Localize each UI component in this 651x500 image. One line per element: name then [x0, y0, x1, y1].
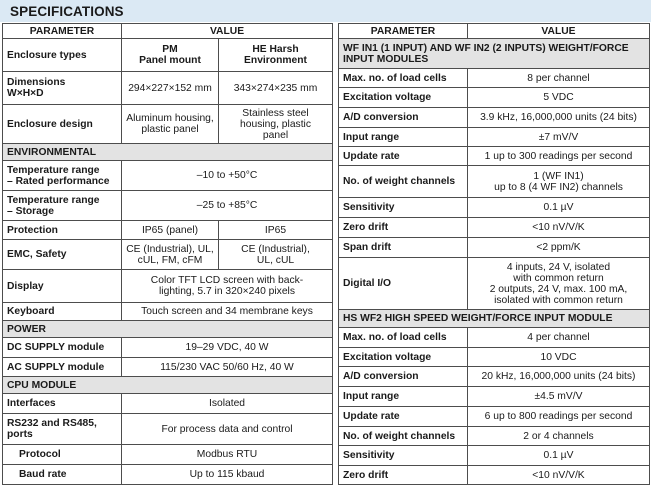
dc-supply-value: 19–29 VDC, 40 W: [122, 338, 333, 358]
enclosure-types-label: Enclosure types: [3, 39, 122, 72]
table-row: [3, 161, 333, 191]
pm-enclosure-design: Aluminum housing, plastic panel: [122, 105, 219, 144]
parameter-header: PARAMETER: [3, 24, 122, 39]
table-row: [3, 338, 333, 358]
table-row: [3, 414, 333, 445]
hs-sensitivity-value: 0.1 µV: [468, 446, 650, 466]
table-row: [339, 387, 650, 407]
table-row: [339, 88, 650, 108]
protection-label: Protection: [3, 221, 122, 240]
table-row: [3, 465, 333, 485]
interfaces-label: Interfaces: [3, 394, 122, 414]
hs-ad-conversion-value: 20 kHz, 16,000,000 units (24 bits): [468, 367, 650, 387]
table-row: [339, 69, 650, 88]
table-row: [339, 218, 650, 238]
right-spec-table: [338, 23, 650, 485]
table-row: [339, 446, 650, 466]
table-row: [3, 445, 333, 465]
table-row: [3, 191, 333, 221]
hs-excitation-voltage-label: Excitation voltage: [339, 348, 468, 367]
table-row: [339, 407, 650, 427]
dc-supply-label: DC SUPPLY module: [3, 338, 122, 358]
dimensions-label: Dimensions W×H×D: [3, 72, 122, 105]
table-row: [339, 258, 650, 310]
baud-rate-value: Up to 115 kbaud: [122, 465, 333, 485]
wf-in-modules-section: WF IN1 (1 INPUT) AND WF IN2 (2 INPUTS) WEIGHT/FORCE INPUT MODULES: [339, 39, 650, 69]
wf-max-load-cells-label: Max. no. of load cells: [339, 69, 468, 88]
display-label: Display: [3, 270, 122, 303]
pm-panel-mount-header: PM Panel mount: [122, 39, 219, 72]
rs232-rs485-label: RS232 and RS485, ports: [3, 414, 122, 445]
hs-update-rate-label: Update rate: [339, 407, 468, 427]
display-value: Color TFT LCD screen with back- lighting, 5.7 in 320×240 pixels: [122, 270, 333, 303]
hs-input-range-label: Input range: [339, 387, 468, 407]
pm-emc-safety: CE (Industrial), UL, cUL, FM, cFM: [122, 240, 219, 270]
temp-rated-label: Temperature range – Rated performance: [3, 161, 122, 191]
table-row: [339, 147, 650, 166]
wf-sensitivity-value: 0.1 µV: [468, 198, 650, 218]
wf-update-rate-value: 1 up to 300 readings per second: [468, 147, 650, 166]
wf-digital-io-label: Digital I/O: [339, 258, 468, 310]
table-row: [3, 105, 333, 144]
interfaces-value: Isolated: [122, 394, 333, 414]
table-row: [339, 328, 650, 348]
wf-weight-channels-value: 1 (WF IN1) up to 8 (4 WF IN2) channels: [468, 166, 650, 198]
table-row: [339, 427, 650, 446]
he-dimensions: 343×274×235 mm: [219, 72, 333, 105]
table-row: [3, 221, 333, 240]
wf-sensitivity-label: Sensitivity: [339, 198, 468, 218]
table-row: [3, 358, 333, 377]
baud-rate-label: Baud rate: [3, 465, 122, 485]
section-header-row: [3, 321, 333, 338]
table-row: [339, 198, 650, 218]
wf-excitation-voltage-label: Excitation voltage: [339, 88, 468, 108]
he-protection: IP65: [219, 221, 333, 240]
hs-update-rate-value: 6 up to 800 readings per second: [468, 407, 650, 427]
hs-input-range-value: ±4.5 mV/V: [468, 387, 650, 407]
hs-max-load-cells-value: 4 per channel: [468, 328, 650, 348]
enclosure-design-label: Enclosure design: [3, 105, 122, 144]
hs-max-load-cells-label: Max. no. of load cells: [339, 328, 468, 348]
table-row: [3, 240, 333, 270]
pm-protection: IP65 (panel): [122, 221, 219, 240]
table-header-row: [3, 24, 333, 39]
table-row: [3, 39, 333, 72]
specifications-banner: [0, 0, 651, 22]
rs232-rs485-value: For process data and control: [122, 414, 333, 445]
page-title: SPECIFICATIONS: [10, 4, 124, 19]
protocol-value: Modbus RTU: [122, 445, 333, 465]
section-header-row: [3, 144, 333, 161]
value-header: VALUE: [468, 24, 650, 39]
wf-zero-drift-value: <10 nV/V/K: [468, 218, 650, 238]
keyboard-value: Touch screen and 34 membrane keys: [122, 303, 333, 321]
table-row: [339, 166, 650, 198]
wf-max-load-cells-value: 8 per channel: [468, 69, 650, 88]
section-header-row: [339, 310, 650, 328]
cpu-module-section: CPU MODULE: [3, 377, 333, 394]
section-header-row: [339, 39, 650, 69]
wf-span-drift-label: Span drift: [339, 238, 468, 258]
ac-supply-label: AC SUPPLY module: [3, 358, 122, 377]
temp-storage-label: Temperature range – Storage: [3, 191, 122, 221]
hs-zero-drift-label: Zero drift: [339, 466, 468, 485]
table-row: [339, 367, 650, 387]
protocol-label: Protocol: [3, 445, 122, 465]
pm-dimensions: 294×227×152 mm: [122, 72, 219, 105]
wf-digital-io-value: 4 inputs, 24 V, isolated with common return 2 outputs, 24 V, max. 100 mA, isolated with common return: [468, 258, 650, 310]
hs-weight-channels-value: 2 or 4 channels: [468, 427, 650, 446]
hs-wf2-module-section: HS WF2 HIGH SPEED WEIGHT/FORCE INPUT MODULE: [339, 310, 650, 328]
ac-supply-value: 115/230 VAC 50/60 Hz, 40 W: [122, 358, 333, 377]
left-spec-table: [2, 23, 333, 485]
table-row: [3, 72, 333, 105]
wf-input-range-value: ±7 mV/V: [468, 128, 650, 147]
temp-rated-value: –10 to +50°C: [122, 161, 333, 191]
power-section: POWER: [3, 321, 333, 338]
he-enclosure-design: Stainless steel housing, plastic panel: [219, 105, 333, 144]
hs-sensitivity-label: Sensitivity: [339, 446, 468, 466]
emc-safety-label: EMC, Safety: [3, 240, 122, 270]
hs-ad-conversion-label: A/D conversion: [339, 367, 468, 387]
wf-span-drift-value: <2 ppm/K: [468, 238, 650, 258]
keyboard-label: Keyboard: [3, 303, 122, 321]
wf-weight-channels-label: No. of weight channels: [339, 166, 468, 198]
wf-ad-conversion-label: A/D conversion: [339, 108, 468, 128]
environmental-section: ENVIRONMENTAL: [3, 144, 333, 161]
table-row: [3, 270, 333, 303]
he-emc-safety: CE (Industrial), UL, cUL: [219, 240, 333, 270]
temp-storage-value: –25 to +85°C: [122, 191, 333, 221]
table-header-row: [339, 24, 650, 39]
hs-weight-channels-label: No. of weight channels: [339, 427, 468, 446]
wf-excitation-voltage-value: 5 VDC: [468, 88, 650, 108]
table-row: [339, 238, 650, 258]
wf-ad-conversion-value: 3.9 kHz, 16,000,000 units (24 bits): [468, 108, 650, 128]
table-row: [3, 394, 333, 414]
table-row: [339, 466, 650, 485]
table-row: [339, 348, 650, 367]
parameter-header: PARAMETER: [339, 24, 468, 39]
wf-update-rate-label: Update rate: [339, 147, 468, 166]
hs-excitation-voltage-value: 10 VDC: [468, 348, 650, 367]
wf-input-range-label: Input range: [339, 128, 468, 147]
section-header-row: [3, 377, 333, 394]
table-row: [339, 108, 650, 128]
value-header: VALUE: [122, 24, 333, 39]
table-row: [3, 303, 333, 321]
wf-zero-drift-label: Zero drift: [339, 218, 468, 238]
table-row: [339, 128, 650, 147]
hs-zero-drift-value: <10 nV/V/K: [468, 466, 650, 485]
he-harsh-environment-header: HE Harsh Environment: [219, 39, 333, 72]
